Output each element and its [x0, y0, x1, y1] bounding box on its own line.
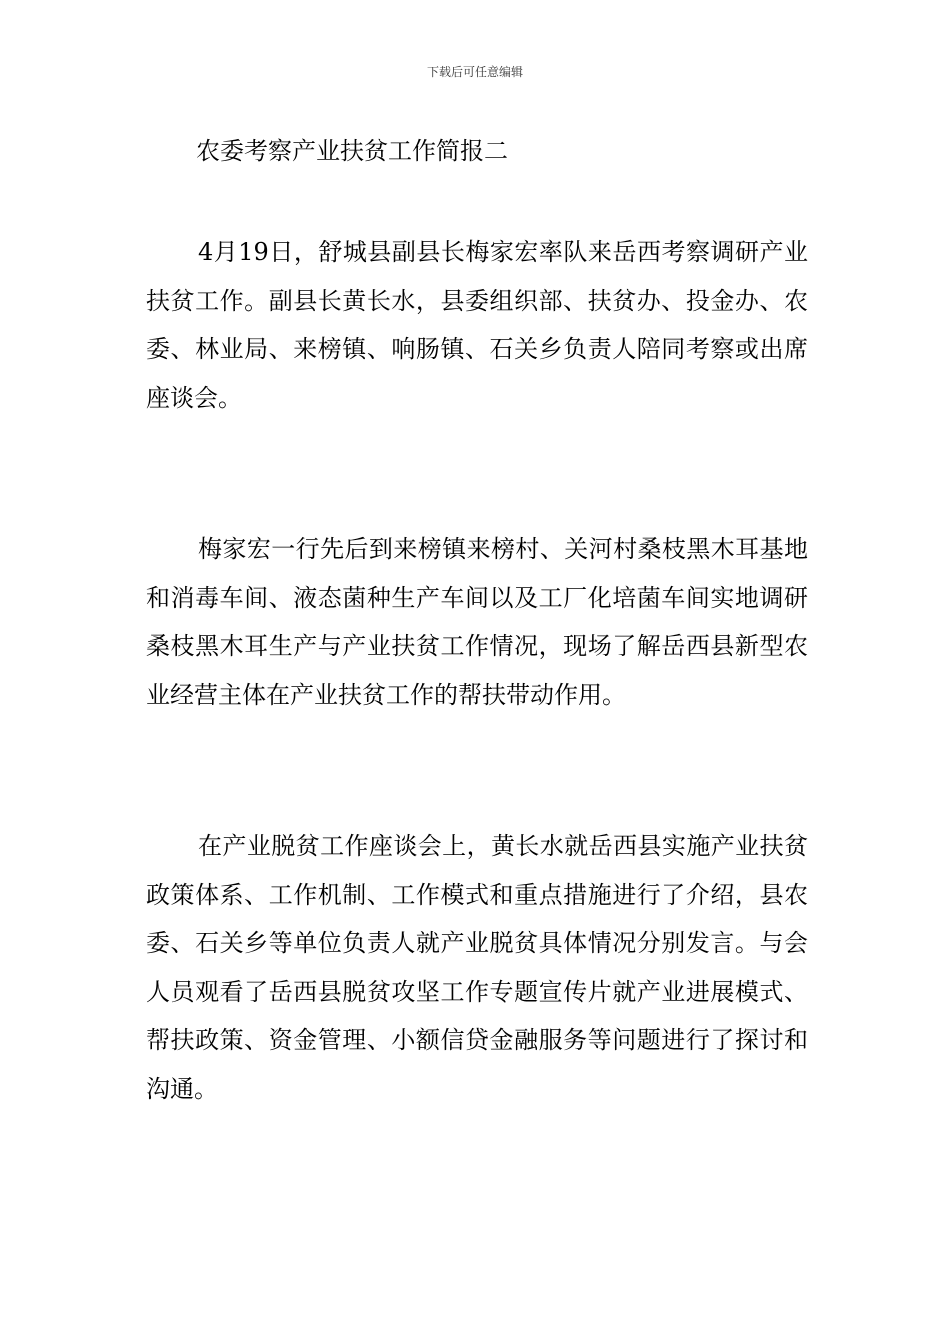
paragraph-1: 4月19日，舒城县副县长梅家宏率队来岳西考察调研产业扶贫工作。副县长黄长水，县委组织部、扶贫办、投金办、农委、林业局、来榜镇、响肠镇、石关乡负责人陪同考察或出席座谈会。 — [146, 238, 808, 412]
document-title: 农委考察产业扶贫工作简报二 — [196, 137, 508, 165]
paragraph-2: 梅家宏一行先后到来榜镇来榜村、关河村桑枝黑木耳基地和消毒车间、液态菌种生产车间以及工厂化培菌车间实地调研桑枝黑木耳生产与产业扶贫工作情况，现场了解岳西县新型农业经营主体在产业扶贫工作的帮扶带动作用。 — [146, 535, 808, 709]
header-note: 下载后可任意编辑 — [426, 65, 523, 79]
paragraph-3: 在产业脱贫工作座谈会上，黄长水就岳西县实施产业扶贫政策体系、工作机制、工作模式和重点措施进行了介绍，县农委、石关乡等单位负责人就产业脱贫具体情况分别发言。与会人员观看了岳西县脱贫攻坚工作专题宣传片就产业进展模式、帮扶政策、资金管理、小额信贷金融服务等问题进行了探讨和沟通。 — [146, 832, 808, 1103]
